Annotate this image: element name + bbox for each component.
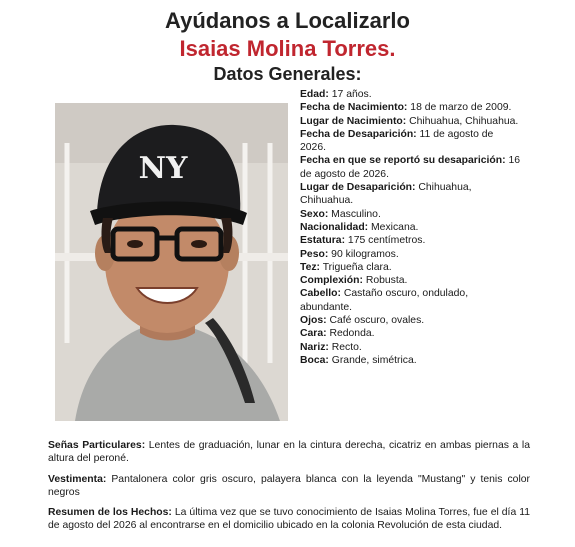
detail-estatura: Estatura: 175 centímetros. [300, 235, 426, 247]
detail-fecha-nacimiento: Fecha de Nacimiento: 18 de marzo de 2009. [300, 102, 512, 114]
detail-fecha-desaparicion: Fecha de Desaparición: 11 de agosto de 2026. [300, 128, 494, 154]
detail-nacionalidad: Nacionalidad: Mexicana. [300, 221, 419, 233]
detail-nariz: Nariz: Recto. [300, 341, 362, 353]
person-photo [55, 103, 288, 421]
detail-lugar-desaparicion: Lugar de Desaparición: Chihuahua, Chihuahua. [300, 182, 472, 207]
clothing-description: Vestimenta: Pantalonera color gris oscuro, palayera blanca con la leyenda "Mustang" y tenis color negros [48, 474, 530, 499]
detail-cabello: Cabello: Castaño oscuro, ondulado, abundante. [300, 288, 469, 313]
distinguishing-marks: Señas Particulares: Lentes de graduación, lunar en la cintura derecha, cicatriz en ambas piernas a la altura del peroné. [48, 440, 530, 465]
detail-tez: Tez: Trigueña clara. [300, 261, 392, 273]
detail-ojos: Ojos: Café oscuro, ovales. [300, 315, 425, 327]
detail-lugar-nacimiento: Lugar de Nacimiento: Chihuahua, Chihuahua. [300, 115, 519, 127]
cap-logo: NY [138, 151, 188, 186]
detail-peso: Peso: 90 kilogramos. [300, 248, 399, 260]
missing-person-name: Isaias Molina Torres. [179, 36, 396, 61]
detail-sexo: Sexo: Masculino. [300, 208, 381, 220]
detail-complexion: Complexión: Robusta. [300, 275, 408, 287]
general-data-list [300, 88, 522, 367]
person-illustration [55, 103, 288, 421]
detail-fecha-reporte: Fecha en que se reportó su desaparición: 16 de agosto de 2026. [300, 155, 521, 180]
detail-cara: Cara: Redonda. [300, 328, 375, 340]
facts-summary: Resumen de los Hechos: La última vez que se tuvo conocimiento de Isaias Molina Torres, fue el día 11 de agosto del 2026 al encontrarse en el domicilio ubicado en la colonia Revolución de esta ciudad. [48, 507, 530, 532]
poster-title: Ayúdanos a Localizarlo [165, 8, 410, 33]
section-title-general-data: Datos Generales: [213, 64, 362, 84]
detail-boca: Boca: Grande, simétrica. [300, 354, 417, 366]
detail-edad: Edad: 17 años. [300, 89, 372, 100]
